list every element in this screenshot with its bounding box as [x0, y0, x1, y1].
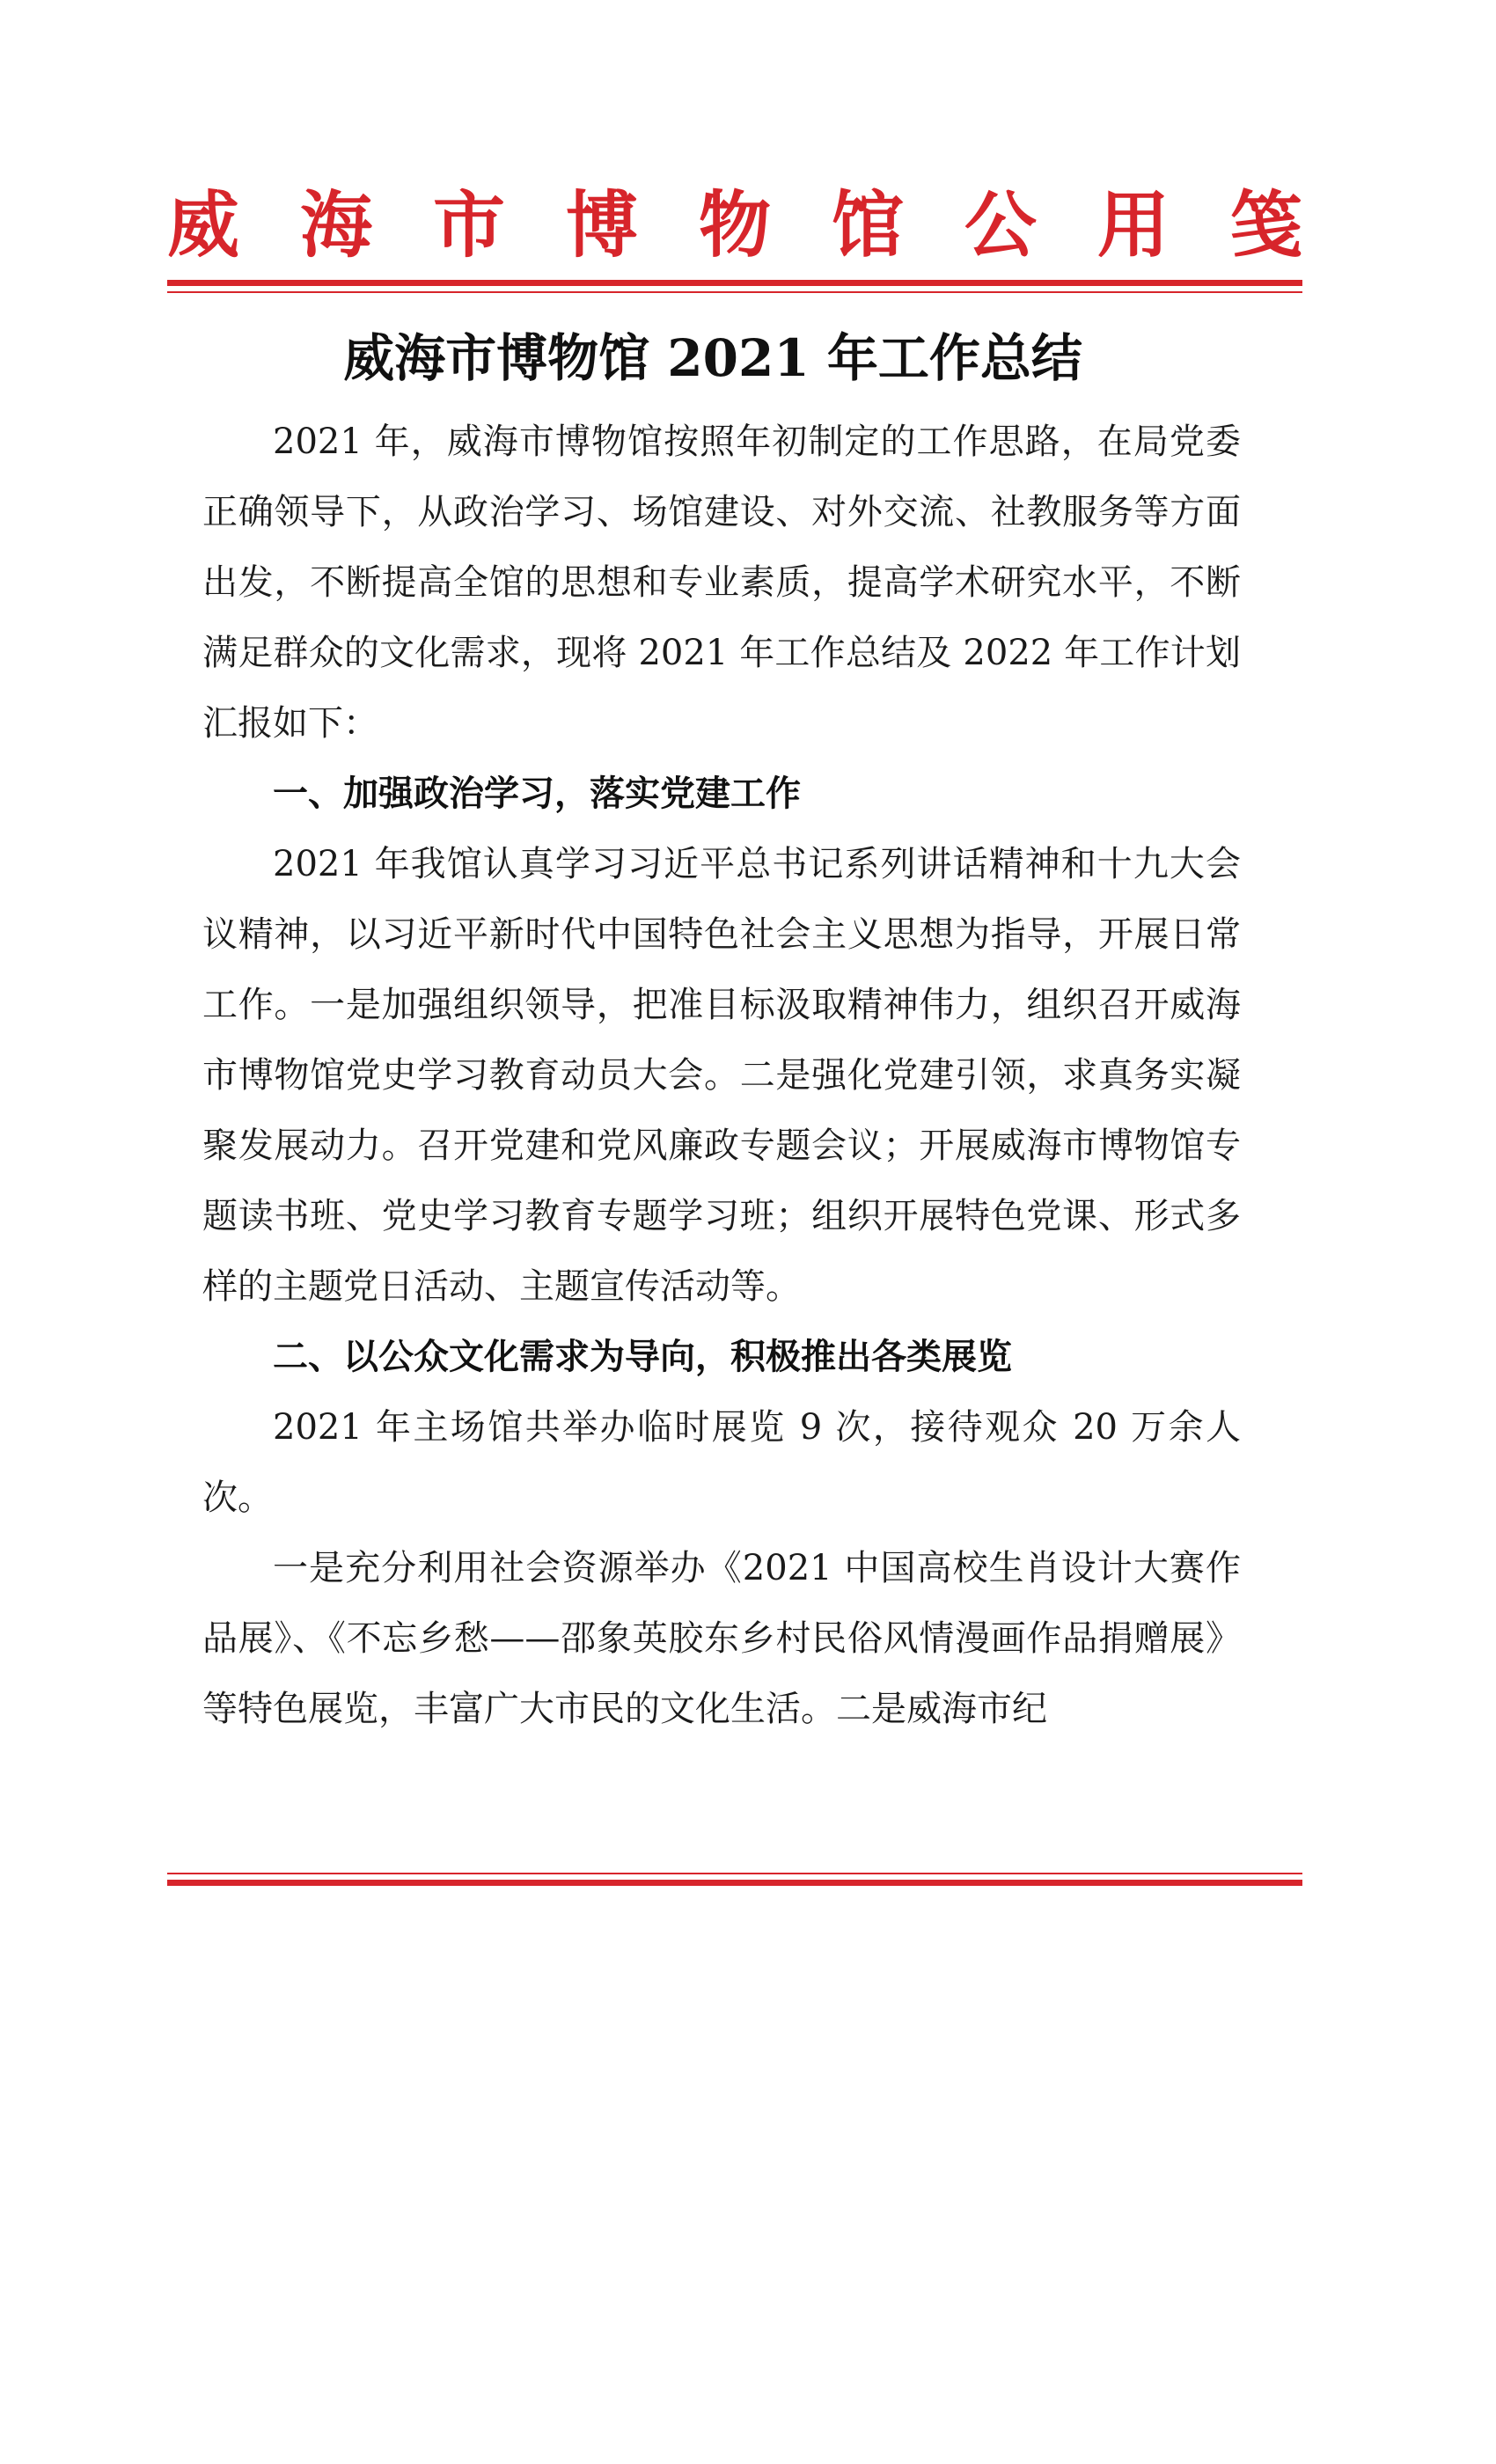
letterhead-char: 物 [698, 183, 771, 268]
header-rule-thin [167, 291, 1302, 293]
letterhead-char: 市 [432, 183, 505, 268]
letterhead-char: 笺 [1229, 183, 1302, 268]
letterhead-char: 博 [565, 183, 638, 268]
document-body [202, 407, 1241, 1744]
section-paragraph: 2021 年主场馆共举办临时展览 9 次，接待观众 20 万余人次。 [202, 1407, 1241, 1518]
letterhead-char: 馆 [831, 183, 904, 268]
letterhead-char: 公 [964, 183, 1037, 268]
letterhead-char: 海 [299, 183, 372, 268]
intro-paragraph: 2021 年，威海市博物馆按照年初制定的工作思路，在局党委正确领导下，从政治学习、场馆建设、对外交流、社教服务等方面出发，不断提高全馆的思想和专业素质，提高学术研究水平，不断满足群众的文化需求，现将 2021 年工作总结及 2022 年工作计划汇报如下： [202, 422, 1241, 744]
letterhead-title [167, 183, 1302, 268]
letterhead-char: 威 [167, 183, 240, 268]
section-heading: 二、以公众文化需求为导向，积极推出各类展览 [273, 1337, 1012, 1377]
section-heading: 一、加强政治学习，落实党建工作 [273, 774, 801, 814]
footer-rule-thin [167, 1873, 1302, 1874]
section-paragraph: 2021 年我馆认真学习习近平总书记系列讲话精神和十九大会议精神，以习近平新时代中国特色社会主义思想为指导，开展日常工作。一是加强组织领导，把准目标汲取精神伟力，组织召开威海市博物馆党史学习教育动员大会。二是强化党建引领，求真务实凝聚发展动力。召开党建和党风廉政专题会议；开展威海市博物馆专题读书班、党史学习教育专题学习班；组织开展特色党课、形式多样的主题党日活动、主题宣传活动等。 [202, 844, 1241, 1307]
header-rule-thick [167, 280, 1302, 286]
section-paragraph: 一是充分利用社会资源举办《2021 中国高校生肖设计大赛作品展》、《不忘乡愁——邵象英胶东乡村民俗风情漫画作品捐赠展》等特色展览，丰富广大市民的文化生活。二是威海市纪 [202, 1548, 1241, 1729]
document-title: 威海市博物馆 2021 年工作总结 [343, 328, 1082, 388]
letterhead-char: 用 [1096, 183, 1170, 268]
footer-rule-thick [167, 1880, 1302, 1886]
